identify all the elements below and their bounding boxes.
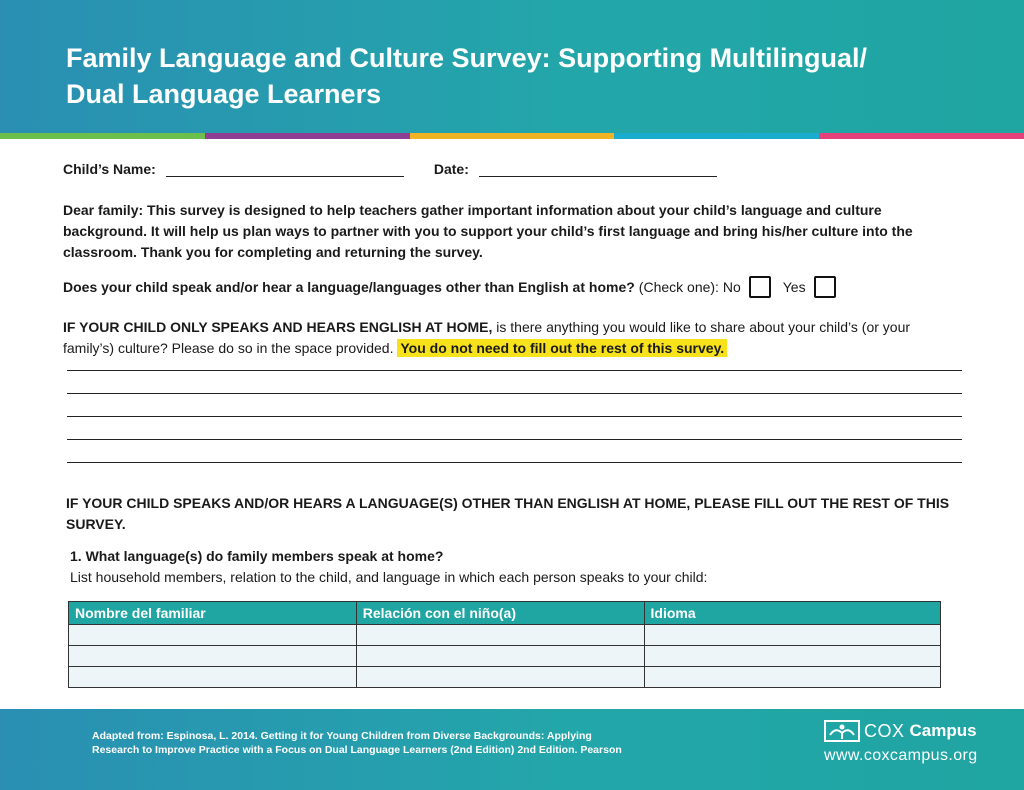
strip-blue — [614, 133, 819, 139]
child-name-field[interactable] — [166, 158, 404, 177]
language-question — [63, 276, 848, 298]
yes-label: Yes — [782, 279, 806, 295]
column-header-relation: Relación con el niño(a) — [356, 602, 644, 625]
strip-yellow — [410, 133, 615, 139]
table-row — [69, 667, 941, 688]
citation-line-1: Adapted from: Espinosa, L. 2014. Getting it for Young Children from Diverse Backgrounds: Applying — [92, 730, 592, 742]
citation — [92, 729, 692, 757]
culture-answer-lines[interactable] — [67, 370, 962, 485]
brand-logo-row — [824, 719, 1004, 743]
date-label: Date: — [433, 161, 469, 177]
brand-name-cox: COX — [864, 720, 905, 741]
citation-line-2: Research to Improve Practice with a Focus on Dual Language Learners (2nd Edition) 2nd Edition. Pearson — [92, 744, 622, 756]
answer-line[interactable] — [67, 416, 962, 417]
answer-line[interactable] — [67, 439, 962, 440]
date-field[interactable] — [479, 158, 717, 177]
english-only-body: is there anything you would like to share about your child’s (or your family’s) culture? Please do so in the space provided. — [63, 319, 911, 356]
intro-paragraph: Dear family: This survey is designed to help teachers gather important information about your child’s language and culture background. It will help us plan ways to partner with you to support your child’s first language and bring his/her culture into the classroom. Thank you for completing and returning the survey. — [63, 202, 913, 260]
column-header-name: Nombre del familiar — [69, 602, 357, 625]
table-row — [69, 646, 941, 667]
question-hint: (Check one): No — [638, 279, 741, 295]
color-strip — [0, 133, 1024, 139]
answer-line[interactable] — [67, 370, 962, 371]
brand-name-campus: Campus — [909, 721, 977, 740]
table-cell[interactable] — [69, 625, 357, 646]
name-date-row — [63, 158, 717, 177]
household-members-table — [68, 601, 941, 688]
table-cell[interactable] — [644, 667, 941, 688]
answer-line[interactable] — [67, 393, 962, 394]
english-only-paragraph — [63, 317, 963, 359]
cox-campus-brand — [824, 719, 1004, 765]
table-header-row — [69, 602, 941, 625]
column-header-language: Idioma — [644, 602, 941, 625]
strip-pink — [819, 133, 1024, 139]
title-line-1: Family Language and Culture Survey: Supporting Multilingual/ — [66, 43, 868, 73]
table-cell[interactable] — [69, 667, 357, 688]
question-1-subtitle: List household members, relation to the child, and language in which each person speaks to your child: — [70, 569, 708, 585]
table-cell[interactable] — [644, 625, 941, 646]
table-cell[interactable] — [356, 625, 644, 646]
table-cell[interactable] — [356, 667, 644, 688]
answer-line[interactable] — [67, 462, 962, 463]
table-cell[interactable] — [356, 646, 644, 667]
page-title — [66, 40, 966, 112]
header-banner — [0, 0, 1024, 133]
table-cell[interactable] — [644, 646, 941, 667]
question-text: Does your child speak and/or hear a language/languages other than English at home? — [63, 279, 635, 295]
strip-green — [0, 133, 205, 139]
strip-purple — [205, 133, 410, 139]
other-language-instruction: IF YOUR CHILD SPEAKS AND/OR HEARS A LANGUAGE(S) OTHER THAN ENGLISH AT HOME, PLEASE FILL OUT THE REST OF THIS SURVEY. — [66, 495, 950, 532]
english-only-heading: IF YOUR CHILD ONLY SPEAKS AND HEARS ENGLISH AT HOME, — [63, 319, 493, 335]
child-name-label: Child’s Name: — [63, 161, 156, 177]
title-line-2: Dual Language Learners — [66, 79, 382, 109]
book-logo-icon — [824, 719, 860, 743]
question-1-title: 1. What language(s) do family members speak at home? — [70, 548, 444, 564]
table-cell[interactable] — [69, 646, 357, 667]
table-row — [69, 625, 941, 646]
brand-url[interactable]: www.coxcampus.org — [824, 747, 978, 764]
highlighted-note: You do not need to fill out the rest of this survey. — [397, 339, 727, 357]
yes-checkbox[interactable] — [814, 276, 836, 298]
no-checkbox[interactable] — [749, 276, 771, 298]
footer-banner — [0, 709, 1024, 790]
